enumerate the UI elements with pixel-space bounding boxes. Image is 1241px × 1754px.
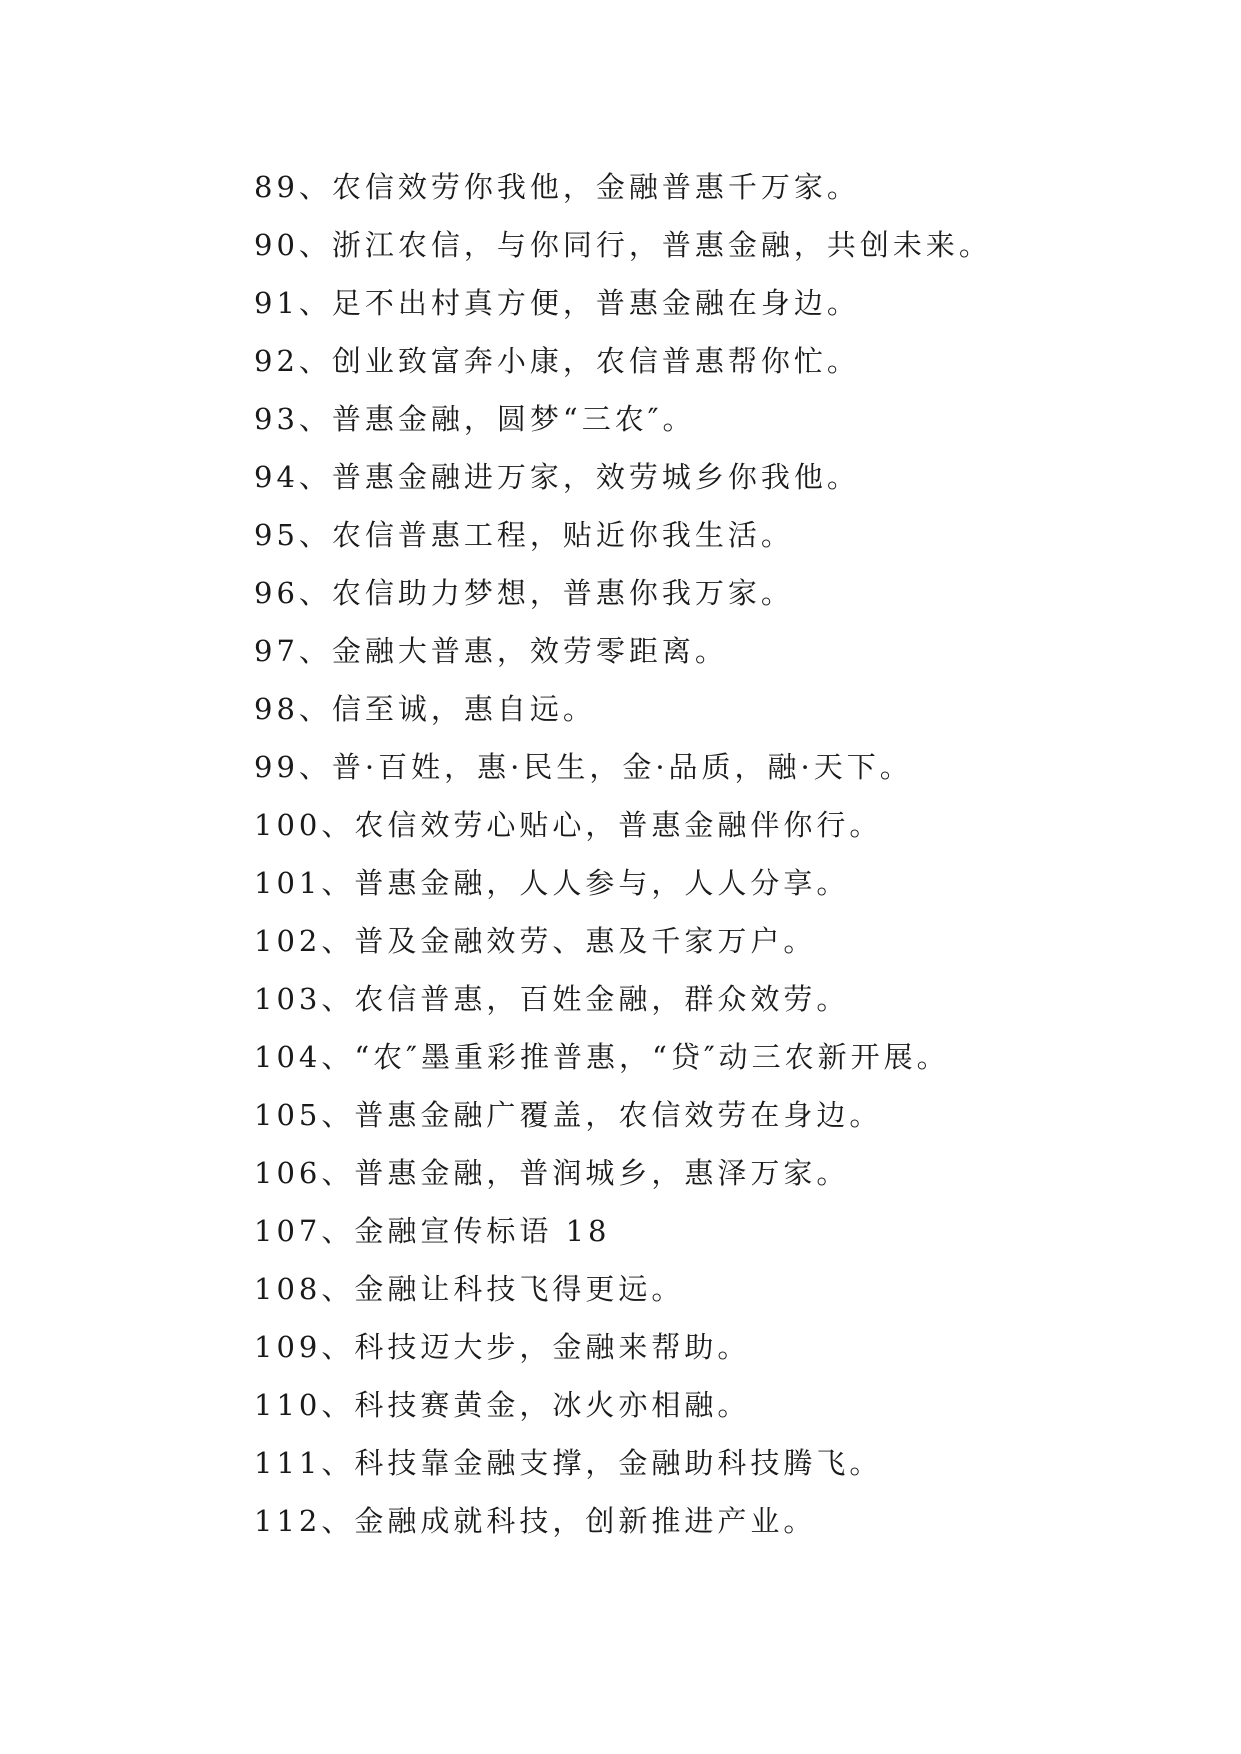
- slogan-line-96: 96、农信助力梦想，普惠你我万家。: [254, 576, 794, 610]
- slogan-line-94: 94、普惠金融进万家，效劳城乡你我他。: [254, 460, 860, 494]
- slogan-list: [254, 158, 1154, 1550]
- slogan-line-99: 99、普·百姓，惠·民生，金·品质，融·天下。: [254, 750, 913, 784]
- slogan-line-105: 105、普惠金融广覆盖，农信效劳在身边。: [254, 1098, 883, 1132]
- slogan-line-103: 103、农信普惠，百姓金融，群众效劳。: [254, 982, 850, 1016]
- slogan-line-92: 92、创业致富奔小康，农信普惠帮你忙。: [254, 344, 860, 378]
- slogan-line-110: 110、科技赛黄金，冰火亦相融。: [254, 1388, 751, 1422]
- slogan-line-101: 101、普惠金融，人人参与，人人分享。: [254, 866, 850, 900]
- slogan-line-112: 112、金融成就科技，创新推进产业。: [254, 1504, 817, 1538]
- slogan-line-111: 111、科技靠金融支撑，金融助科技腾飞。: [254, 1446, 883, 1480]
- slogan-line-93: 93、普惠金融，圆梦“三农″。: [254, 402, 696, 436]
- slogan-line-107: 107、金融宣传标语 18: [254, 1214, 611, 1248]
- slogan-line-108: 108、金融让科技飞得更远。: [254, 1272, 685, 1306]
- slogan-line-97: 97、金融大普惠，效劳零距离。: [254, 634, 728, 668]
- slogan-line-102: 102、普及金融效劳、惠及千家万户。: [254, 924, 817, 958]
- slogan-line-98: 98、信至诚，惠自远。: [254, 692, 596, 726]
- slogan-line-106: 106、普惠金融，普润城乡，惠泽万家。: [254, 1156, 850, 1190]
- slogan-line-90: 90、浙江农信，与你同行，普惠金融，共创未来。: [254, 228, 992, 262]
- slogan-line-104: 104、“农″墨重彩推普惠，“贷″动三农新开展。: [254, 1040, 950, 1074]
- slogan-line-109: 109、科技迈大步，金融来帮助。: [254, 1330, 751, 1364]
- slogan-line-100: 100、农信效劳心贴心，普惠金融伴你行。: [254, 808, 883, 842]
- slogan-line-95: 95、农信普惠工程，贴近你我生活。: [254, 518, 794, 552]
- slogan-line-89: 89、农信效劳你我他，金融普惠千万家。: [254, 170, 860, 204]
- slogan-line-91: 91、足不出村真方便，普惠金融在身边。: [254, 286, 860, 320]
